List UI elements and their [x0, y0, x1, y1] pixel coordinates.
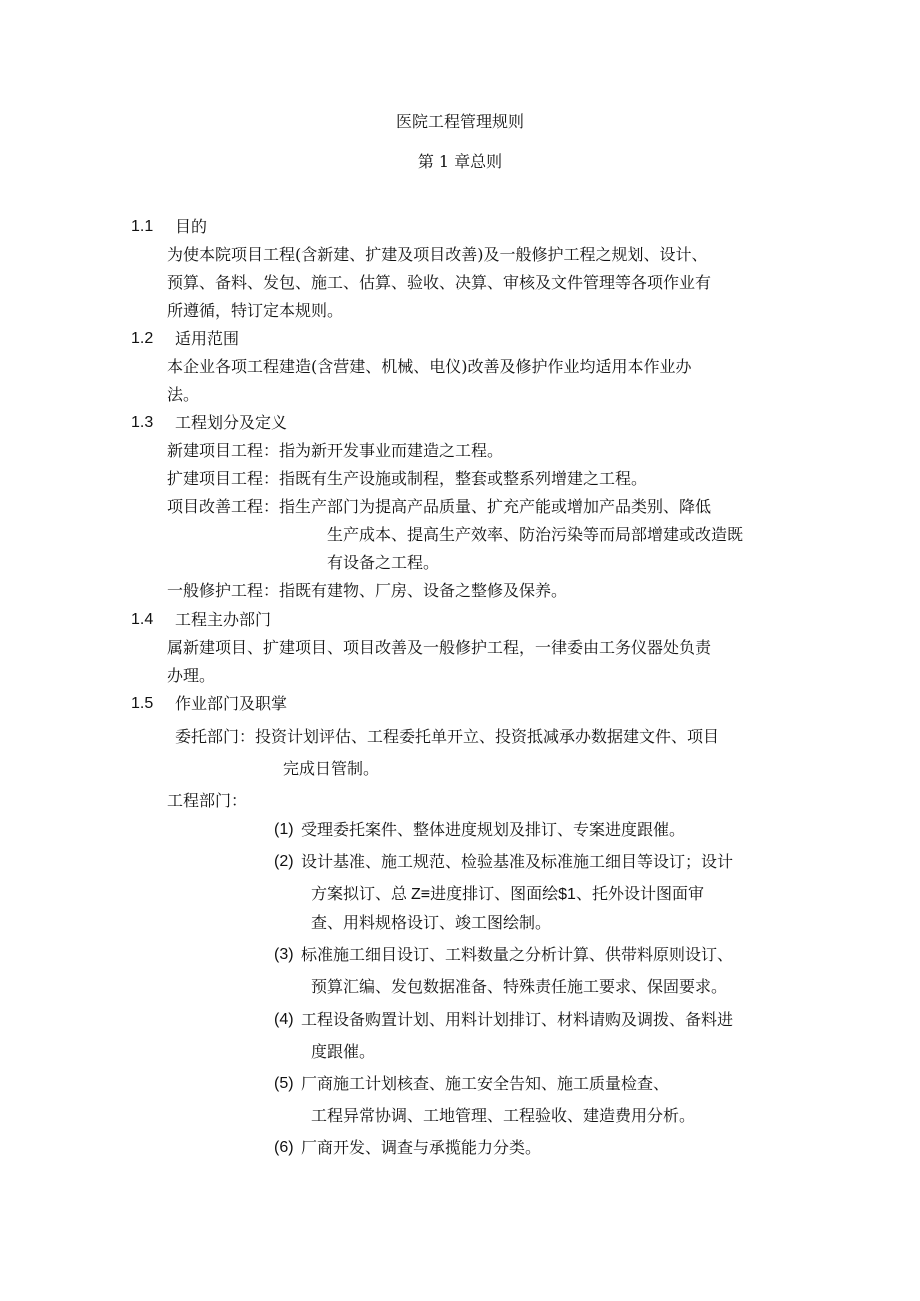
- item-line: 设计基准、施工规范、检验基准及标准施工细目等设订；设计: [301, 852, 734, 871]
- section-heading: 工程划分及定义: [175, 413, 288, 432]
- paragraph-line: 所遵循，特订定本规则。: [167, 301, 344, 320]
- definition-line: 有设备之工程。: [327, 553, 440, 572]
- item-number: (4): [274, 1011, 294, 1028]
- section-number: 1.1: [131, 218, 154, 235]
- item-number: (1): [274, 821, 294, 838]
- paragraph-line: 属新建项目、扩建项目、项目改善及一般修护工程，一律委由工务仪器处负责: [167, 638, 712, 657]
- paragraph-line: 办理。: [167, 666, 216, 685]
- item-line: 标准施工细目设订、工料数量之分析计算、供带料原则设订、: [301, 945, 734, 964]
- item-line: 预算汇编、发包数据准备、特殊责任施工要求、保固要求。: [311, 977, 728, 996]
- garbled-symbol: Z≡: [411, 886, 431, 903]
- definition-line: 生产成本、提高生产效率、防治污染等而局部增建或改造既: [327, 525, 744, 544]
- item-line: 厂商开发、调查与承揽能力分类。: [301, 1138, 542, 1157]
- chapter-title: 第 1 章总则: [417, 152, 503, 171]
- section-heading: 适用范围: [175, 329, 240, 348]
- paragraph-line: 委托部门：投资计划评估、工程委托单开立、投资抵减承办数据建文件、项目: [175, 727, 720, 746]
- item-number: (5): [274, 1075, 294, 1092]
- section-number: 1.2: [131, 330, 154, 347]
- section-number: 1.5: [131, 695, 154, 712]
- item-text: 、托外设计图面审: [575, 884, 704, 903]
- section-number: 1.4: [131, 611, 154, 628]
- item-line: 受理委托案件、整体进度规划及排订、专案进度跟催。: [301, 820, 686, 839]
- paragraph-line: 法。: [167, 385, 200, 404]
- item-number: (3): [274, 946, 294, 963]
- item-line: 工程设备购置计划、用料计划排订、材料请购及调拨、备料进: [301, 1010, 734, 1029]
- paragraph-line: 为使本院项目工程(含新建、扩建及项目改善)及一般修护工程之规划、设计、: [167, 245, 708, 264]
- item-text: 进度排订、图面绘: [430, 884, 559, 903]
- item-line: [311, 884, 704, 905]
- item-number: (6): [274, 1139, 294, 1156]
- item-line: 厂商施工计划核查、施工安全告知、施工质量检查、: [301, 1074, 670, 1093]
- garbled-symbol: $1: [558, 886, 576, 903]
- section-heading: 作业部门及职掌: [175, 694, 288, 713]
- item-number: (2): [274, 853, 294, 870]
- paragraph-line: 完成日管制。: [283, 759, 380, 778]
- item-line: 工程异常协调、工地管理、工程验收、建造费用分析。: [311, 1106, 696, 1125]
- paragraph-line: 本企业各项工程建造(含营建、机械、电仪)改善及修护作业均适用本作业办: [167, 357, 692, 376]
- paragraph-line: 工程部门：: [167, 791, 248, 810]
- item-text: 方案拟订、总: [311, 884, 408, 903]
- section-number: 1.3: [131, 414, 154, 431]
- item-line: 度跟催。: [311, 1042, 376, 1061]
- definition-line: 新建项目工程：指为新开发事业而建造之工程。: [167, 441, 504, 460]
- section-heading: 工程主办部门: [175, 610, 272, 629]
- section-heading: 目的: [175, 217, 208, 236]
- definition-line: 扩建项目工程：指既有生产设施或制程，整套或整系列增建之工程。: [167, 469, 648, 488]
- paragraph-line: 预算、备料、发包、施工、估算、验收、决算、审核及文件管理等各项作业有: [167, 273, 712, 292]
- document-title: 医院工程管理规则: [395, 112, 524, 131]
- definition-line: 一般修护工程：指既有建物、厂房、设备之整修及保养。: [167, 581, 568, 600]
- definition-line: 项目改善工程：指生产部门为提高产品质量、扩充产能或增加产品类别、降低: [167, 497, 712, 516]
- item-line: 查、用料规格设订、竣工图绘制。: [311, 913, 552, 932]
